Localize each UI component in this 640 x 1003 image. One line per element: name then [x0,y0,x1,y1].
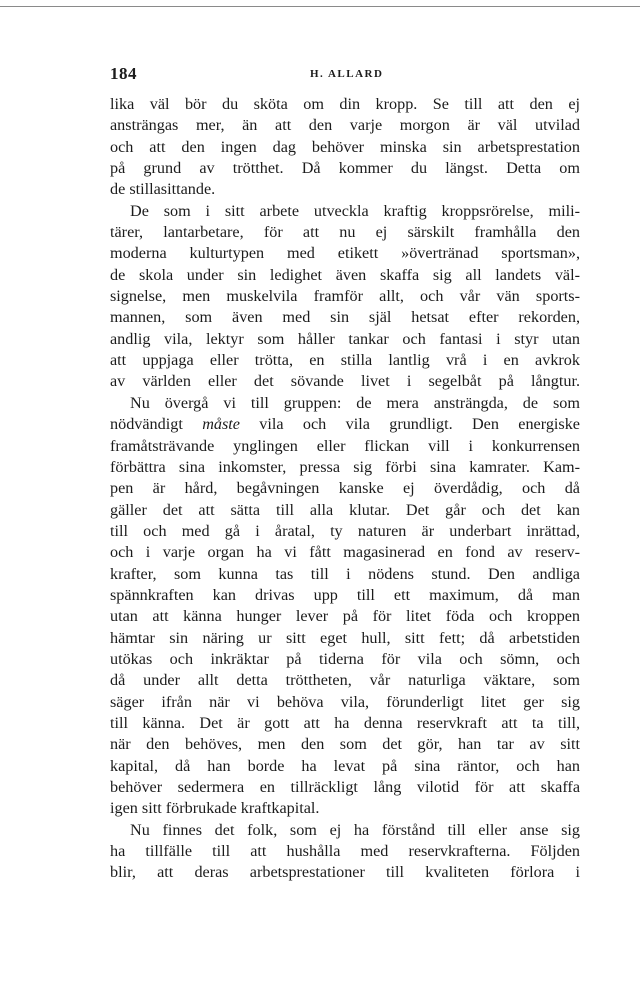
text-line: Nu övergå vi till gruppen: de mera ansträngda, de som [130,393,580,412]
text-line: gäller det att sätta till alla klutar. Det går och det kan [110,500,580,519]
text-line: lika väl bör du sköta om din kropp. Se till att den ej [110,95,580,113]
text-line: utan att känna hunger lever på för litet föda och kroppen [110,607,580,626]
text-line: de stillasittande. [110,180,216,199]
body-text [110,94,580,884]
text-line: till känna. Det är gott att ha denna reservkraft att ta till, [110,713,580,732]
text-line: spännkraften kan drivas upp till ett maximum, då man [110,585,580,604]
text-line: till och med gå i åratal, ty naturen är underbart inrättad, [110,521,580,540]
text-line: moderna kulturtypen med etikett »övertränad sportsman», [110,244,580,263]
page-header [110,64,580,88]
text-line: behöver sedermera en tillräckligt lång vilotid för att skaffa [110,778,580,796]
page-number: 184 [110,64,137,83]
text-line: utökas och inkräktar på tiderna för vila och sömn, och [110,649,580,668]
text-line: De som i sitt arbete utveckla kraftig kroppsrörelse, mili- [130,201,580,220]
text-line: säger ifrån när vi behöva vila, förunderligt litet ger sig [110,692,580,711]
text-line: nödvändigt måste vila och vila grundligt. Den energiske [110,415,580,434]
text-line: mannen, som även med sin själ hetsat efter rekorden, [110,308,580,327]
text-line: de skola under sin ledighet även skaffa sig all landets väl- [110,265,580,284]
text-line: hämtar sin näring ur sitt eget hull, sitt fett; då arbetstiden [110,628,580,647]
text-line: signelse, men muskelvila framför allt, och vår vän sports- [110,287,580,306]
text-line: kapital, då han borde ha levat på sina räntor, och han [110,756,580,775]
text-line: på grund av trötthet. Då kommer du längst. Detta om [110,159,580,178]
text-line: av världen eller det sövande livet i segelbåt på långtur. [110,372,580,391]
text-line: när den behöves, men den som det gör, han tar av sitt [110,735,580,754]
text-line: tärer, lantarbetare, för att nu ej särskilt framhålla den [110,223,580,242]
text-line: framåtsträvande ynglingen eller flickan vill i konkurrensen [110,436,580,455]
emphasized-word: måste [202,415,240,434]
text-line: och i varje organ ha vi fått magasinerad en fond av reserv- [110,543,580,562]
text-line: blir, att deras arbetsprestationer till kvaliteten förlora i [110,863,580,882]
top-border-rule [0,6,640,7]
text-line: och att den ingen dag behöver minska sin arbetsprestation [110,137,580,156]
text-line: igen sitt förbrukade kraftkapital. [110,799,320,818]
text-line: ansträngas mer, än att den varje morgon är väl utvilad [110,116,580,135]
text-line: andlig vila, lektyr som håller tankar och fantasi i styr utan [110,329,580,348]
text-line: ha tillfälle till att hushålla med reservkrafterna. Följden [110,842,580,861]
running-head-author: H. ALLARD [310,68,384,80]
text-line: att uppjaga eller trötta, en stilla lantlig vrå i en avkrok [110,351,580,370]
text-line: pen är hård, begåvningen kanske ej överdådig, och då [110,479,580,498]
text-line: Nu finnes det folk, som ej ha förstånd till eller anse sig [130,820,580,839]
text-line: då under allt detta tröttheten, vår naturliga väktare, som [110,671,580,690]
text-line: förbättra sina inkomster, pressa sig förbi sina kamrater. Kam- [110,457,580,476]
text-line: krafter, som kunna tas till i nödens stund. Den andliga [110,564,580,583]
